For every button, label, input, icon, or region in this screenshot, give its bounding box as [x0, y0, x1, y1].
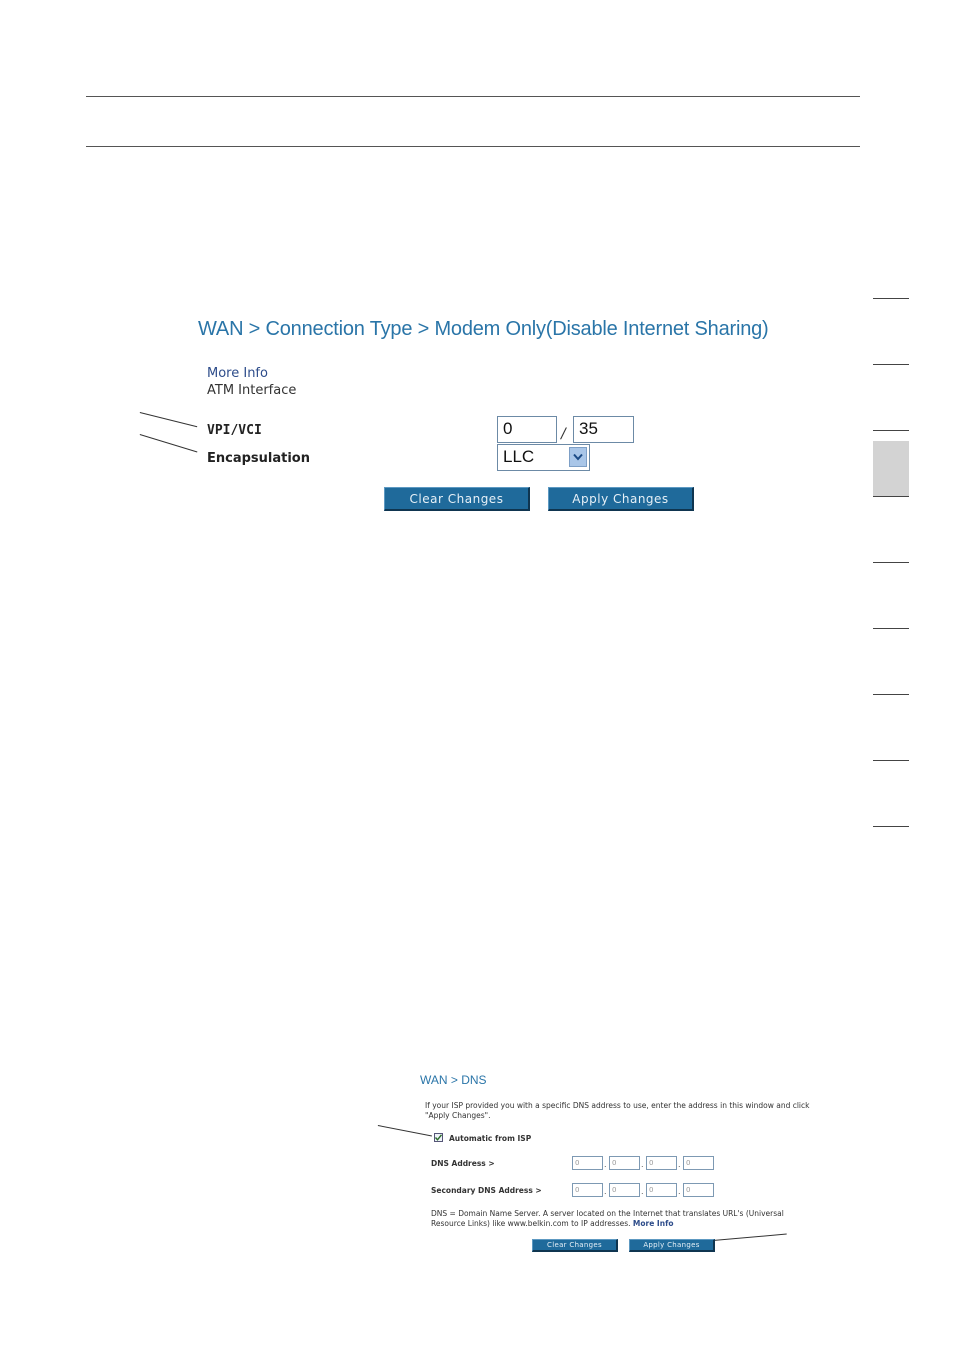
side-tab-divider: [873, 826, 909, 827]
side-tab-divider: [873, 298, 909, 299]
dns-definition-note: [431, 1209, 816, 1229]
octet-separator: .: [641, 1160, 644, 1169]
vpi-vci-separator: /: [561, 426, 566, 442]
vci-input[interactable]: 35: [573, 416, 634, 443]
octet-separator: .: [604, 1187, 607, 1196]
clear-changes-button[interactable]: Clear Changes: [384, 487, 530, 511]
dns-more-info-link[interactable]: More Info: [632, 1219, 674, 1228]
header-rule-top: [86, 96, 860, 97]
side-tab-divider: [873, 496, 909, 497]
dns-address-octet-2[interactable]: 0: [609, 1156, 640, 1170]
secondary-dns-address-label: Secondary DNS Address >: [431, 1186, 542, 1195]
side-tab-active: [873, 441, 909, 496]
apply-changes-button[interactable]: Apply Changes: [548, 487, 694, 511]
secondary-dns-octet-1[interactable]: 0: [572, 1183, 603, 1197]
wan-connection-title: WAN > Connection Type > Modem Only(Disable Internet Sharing): [198, 318, 769, 340]
automatic-from-isp-checkbox[interactable]: [434, 1133, 443, 1142]
callout-line-automatic: [378, 1125, 432, 1136]
dns-address-octet-1[interactable]: 0: [572, 1156, 603, 1170]
side-tab-divider: [873, 628, 909, 629]
dns-address-octet-3[interactable]: 0: [646, 1156, 677, 1170]
side-tab-divider: [873, 364, 909, 365]
encapsulation-selected-value: LLC: [503, 447, 535, 466]
dns-apply-changes-button[interactable]: Apply Changes: [629, 1239, 715, 1252]
chevron-down-icon[interactable]: [569, 447, 587, 467]
octet-separator: .: [604, 1160, 607, 1169]
atm-interface-label: ATM Interface: [207, 383, 297, 398]
side-tab-divider: [873, 760, 909, 761]
dns-address-octet-4[interactable]: 0: [683, 1156, 714, 1170]
vpi-vci-label: VPI/VCI: [207, 423, 262, 438]
callout-line-encapsulation: [140, 434, 198, 452]
octet-separator: .: [641, 1187, 644, 1196]
encapsulation-select[interactable]: [497, 444, 590, 471]
header-rule-bottom: [86, 146, 860, 147]
wan-dns-title: WAN > DNS: [420, 1073, 487, 1087]
side-tab-divider: [873, 430, 909, 431]
encapsulation-label: Encapsulation: [207, 451, 310, 466]
side-tab-divider: [873, 562, 909, 563]
side-tab-divider: [873, 694, 909, 695]
dns-clear-changes-button[interactable]: Clear Changes: [532, 1239, 618, 1252]
automatic-from-isp-label: Automatic from ISP: [449, 1134, 532, 1143]
octet-separator: .: [678, 1160, 681, 1169]
check-icon: [434, 1133, 443, 1142]
dns-address-label: DNS Address >: [431, 1159, 495, 1168]
dns-description: If your ISP provided you with a specific DNS address to use, enter the address in this window and click "Apply Changes".: [425, 1101, 810, 1120]
callout-line-vpi: [140, 412, 197, 427]
vpi-input[interactable]: 0: [497, 416, 557, 443]
secondary-dns-octet-2[interactable]: 0: [609, 1183, 640, 1197]
octet-separator: .: [678, 1187, 681, 1196]
dns-note-text: DNS = Domain Name Server. A server located on the Internet that translates URL's (Universal Resource Links) like www.belkin.com to IP addresses.: [431, 1209, 784, 1228]
more-info-link[interactable]: More Info: [207, 366, 268, 381]
secondary-dns-octet-4[interactable]: 0: [683, 1183, 714, 1197]
secondary-dns-octet-3[interactable]: 0: [646, 1183, 677, 1197]
